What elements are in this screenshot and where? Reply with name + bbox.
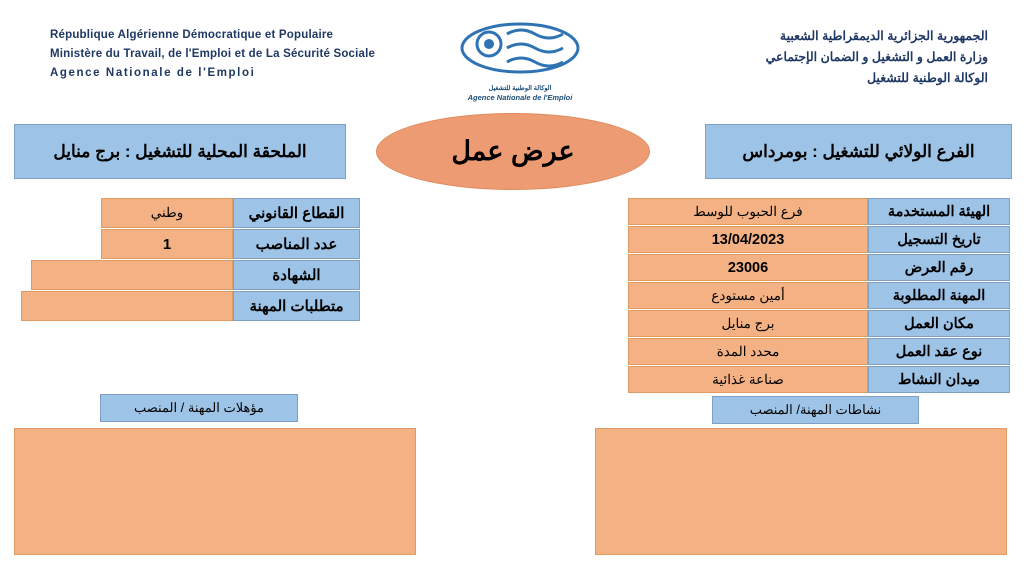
header-french-line-1: République Algérienne Démocratique et Populaire: [50, 29, 334, 41]
offer-requirements-table: [0, 198, 360, 322]
header-french-line-2: Ministère du Travail, de l'Emploi et de La Sécurité Sociale: [50, 48, 376, 60]
info-label-activity-field: ميدان النشاط: [868, 366, 1010, 393]
header-french-block: [50, 26, 430, 83]
req-label-job-requirements: متطلبات المهنة: [233, 291, 360, 321]
req-value-posts-count: 1: [101, 229, 233, 259]
table-row: [628, 366, 1010, 393]
info-label-contract-type: نوع عقد العمل: [868, 338, 1010, 365]
header-arabic-block: [558, 26, 988, 89]
info-label-offer-number: رقم العرض: [868, 254, 1010, 281]
info-label-registration-date: تاريخ التسجيل: [868, 226, 1010, 253]
table-row: [0, 291, 360, 321]
table-row: [628, 310, 1010, 337]
req-label-posts-count: عدد المناصب: [233, 229, 360, 259]
req-value-legal-sector: وطني: [101, 198, 233, 228]
table-row: [628, 254, 1010, 281]
header-french-line-3: Agence Nationale de l'Emploi: [50, 67, 256, 79]
document-header: [0, 0, 1024, 110]
anem-logo-caption-ar: الوكالة الوطنية للتشغيل: [488, 85, 552, 92]
qualifications-content: [14, 428, 416, 555]
header-arabic-line-3: الوكالة الوطنية للتشغيل: [866, 71, 988, 85]
info-value-requested-job: أمين مستودع: [628, 282, 868, 309]
qualifications-label: مؤهلات المهنة / المنصب: [100, 394, 298, 422]
info-value-workplace: برج منايل: [628, 310, 868, 337]
header-arabic-line-2: وزارة العمل و التشغيل و الضمان الإجتماعي: [765, 50, 988, 64]
info-value-contract-type: محدد المدة: [628, 338, 868, 365]
req-value-job-requirements: [21, 291, 233, 321]
activities-content: [595, 428, 1007, 555]
regional-branch-banner: الفرع الولائي للتشغيل : بومرداس: [705, 124, 1012, 179]
info-label-requested-job: المهنة المطلوبة: [868, 282, 1010, 309]
table-row: [0, 229, 360, 259]
table-row: [628, 282, 1010, 309]
table-row: [628, 198, 1010, 225]
info-value-activity-field: صناعة غذائية: [628, 366, 868, 393]
table-row: [0, 260, 360, 290]
table-row: [628, 338, 1010, 365]
info-value-registration-date: 13/04/2023: [628, 226, 868, 253]
page-title: عرض عمل: [376, 113, 650, 190]
anem-logo-caption-fr: Agence Nationale de l'Emploi: [467, 93, 573, 102]
offer-info-table: [628, 198, 1010, 394]
info-value-employer: فرع الحبوب للوسط: [628, 198, 868, 225]
table-row: [628, 226, 1010, 253]
req-value-diploma: [31, 260, 233, 290]
req-label-legal-sector: القطاع القانوني: [233, 198, 360, 228]
activities-label: نشاطات المهنة/ المنصب: [712, 396, 919, 424]
local-annex-banner: الملحقة المحلية للتشغيل : برج منايل: [14, 124, 346, 179]
req-label-diploma: الشهادة: [233, 260, 360, 290]
header-arabic-line-1: الجمهورية الجزائرية الديمقراطية الشعبية: [779, 29, 988, 43]
info-label-employer: الهيئة المستخدمة: [868, 198, 1010, 225]
info-value-offer-number: 23006: [628, 254, 868, 281]
info-label-workplace: مكان العمل: [868, 310, 1010, 337]
table-row: [0, 198, 360, 228]
